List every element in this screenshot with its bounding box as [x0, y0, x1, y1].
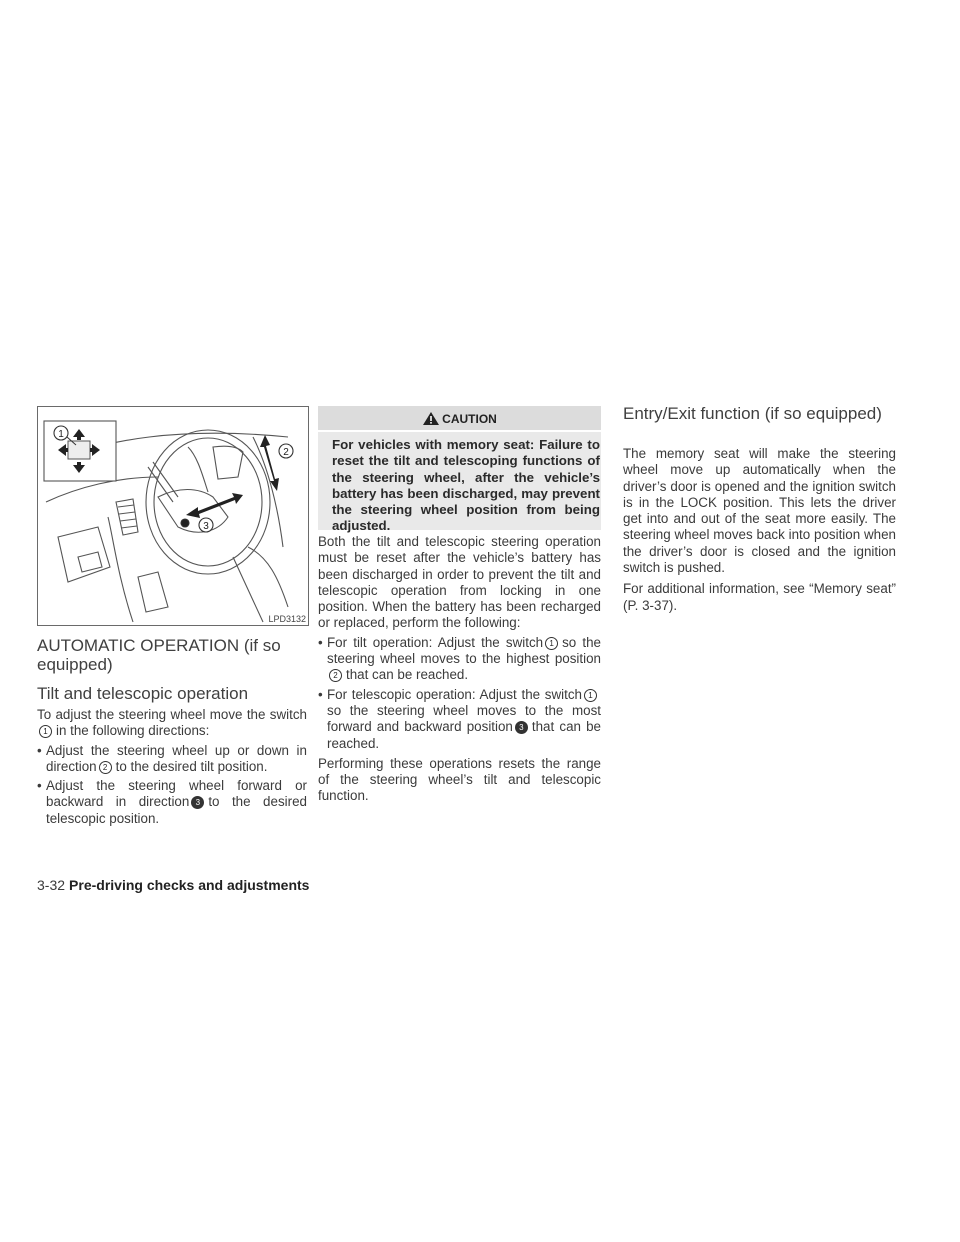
heading-tilt-telescopic: Tilt and telescopic operation: [37, 684, 249, 703]
reset-paragraph: Both the tilt and telescopic steering operation must be reset after the vehicle’s battery has been discharged in order to prevent the tilt and telescopic operation from locking in one position. When the battery has been recharged or replaced, perform the following:: [318, 534, 601, 631]
intro-text-b: in the following directions:: [56, 723, 210, 739]
bullet-telescopic-reset-text-a: For telescopic operation: Adjust the switch: [327, 686, 582, 702]
section-title: Pre-driving checks and adjustments: [69, 877, 310, 893]
left-body: [37, 707, 307, 827]
bullet-dot: •: [37, 778, 42, 794]
warning-triangle-icon: [422, 411, 440, 426]
callout-2-label: 2: [283, 447, 289, 458]
bullet-telescopic-reset: [318, 687, 601, 752]
bullet-dot: •: [318, 686, 323, 702]
callout-3-label: 3: [203, 521, 209, 532]
intro-text-a: To adjust the steering wheel move the switch: [37, 707, 307, 722]
figure-code: LPD3132: [268, 614, 306, 624]
marker-3: 3: [515, 721, 528, 734]
bullet-telescopic-reset-text-c: that can be reached.: [327, 719, 601, 751]
marker-1: 1: [545, 637, 558, 650]
marker-3: 3: [191, 796, 204, 809]
marker-1: 1: [39, 725, 52, 738]
bullet-tilt-text-b: to the desired tilt position.: [115, 758, 268, 774]
caution-title: CAUTION: [442, 412, 497, 426]
caution-header: [318, 406, 601, 430]
callout-1-label: 1: [58, 429, 64, 440]
reference-paragraph: For additional information, see “Memory seat” (P. 3-37).: [623, 581, 896, 613]
bullet-tilt-reset: [318, 635, 601, 684]
steering-illustration: [38, 407, 308, 625]
bullet-telescopic: [37, 778, 307, 827]
bullet-tilt-reset-text-a: For tilt operation: Adjust the switch: [327, 634, 544, 650]
heading-entry-exit: Entry/Exit function (if so equipped): [623, 404, 882, 423]
intro-paragraph: [37, 707, 307, 740]
caution-text: For vehicles with memory seat: Failure to reset the tilt and telescoping functions of the steering wheel, after the vehicle’s battery has been discharged, may prevent the steering wheel position from being adjusted.: [332, 437, 600, 534]
middle-body: [318, 534, 601, 805]
bullet-tilt-text-a: Adjust the steering wheel up or down in direction: [46, 742, 307, 774]
page-number: 3-32: [37, 877, 66, 893]
entry-exit-paragraph: The memory seat will make the steering wheel move up automatically when the driver’s door is opened and the ignition switch is in the LOCK position. This lets the driver get into and out of the seat more easily. The steering wheel moves back into position when the driver’s door is closed and the ignition switch is pushed.: [623, 446, 896, 576]
bullet-dot: •: [37, 742, 42, 758]
bullet-telescopic-text-a: Adjust the steering wheel forward or backward in direction: [46, 778, 307, 810]
bullet-dot: •: [318, 634, 323, 650]
marker-1: 1: [584, 689, 597, 702]
marker-2: 2: [329, 669, 342, 682]
bullet-tilt: [37, 743, 307, 776]
bullet-tilt-reset-text-c: that can be reached.: [346, 667, 469, 683]
heading-automatic-operation: AUTOMATIC OPERATION (if so equipped): [37, 636, 281, 674]
bullet-telescopic-reset-text-b: so the steering wheel moves to the most forward and backward position: [327, 702, 601, 735]
steering-adjustment-figure: [37, 406, 309, 626]
bullet-telescopic-text-b: to the desired telescopic position.: [46, 794, 307, 826]
range-paragraph: Performing these operations resets the range of the steering wheel’s tilt and telescopic function.: [318, 755, 601, 804]
page-footer: [37, 877, 309, 893]
right-body: [623, 446, 896, 614]
bullet-tilt-reset-text-b: so the steering wheel moves to the highest position: [327, 634, 602, 667]
marker-2: 2: [99, 761, 112, 774]
